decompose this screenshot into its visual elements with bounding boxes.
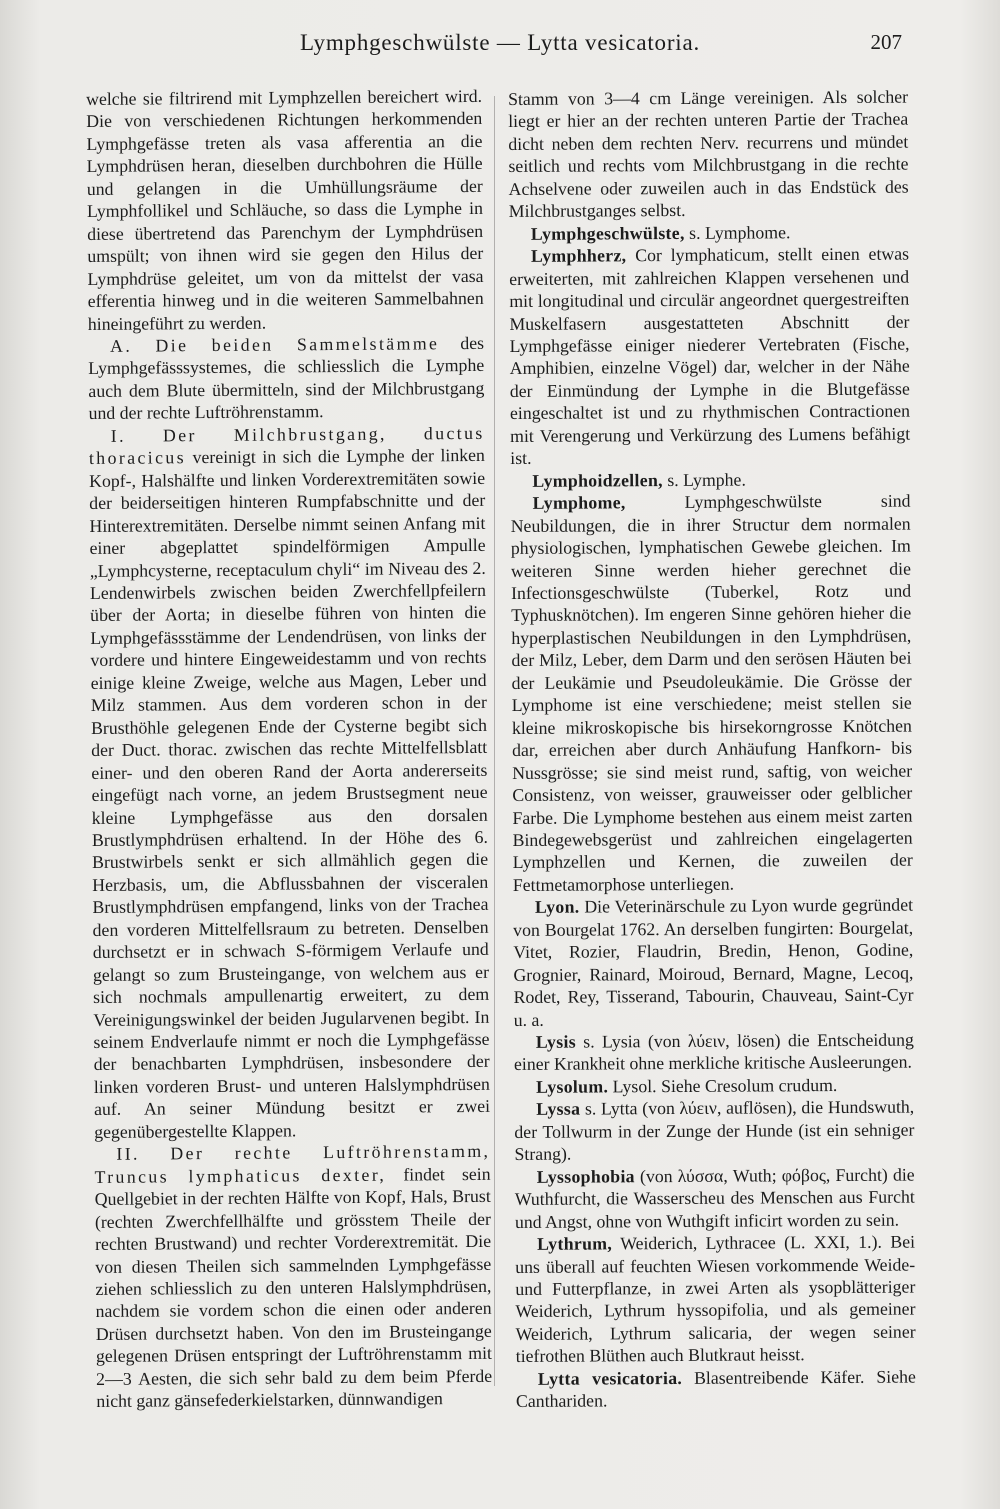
entry-headword: Lymphome, [532,492,626,514]
dictionary-entry [510,467,910,492]
paragraph [89,422,491,1144]
entry-text: (von λύσσα, Wuth; φόβος, Furcht) die Wuthfurcht, die Wasserscheu des Menschen aus Furcht und Angst, ohne von Wuthgift inficirt worden zu sein. [514,1164,915,1232]
entry-text: s. Lymphe. [662,469,746,490]
entry-headword: Lymphgeschwülste, [530,222,685,244]
paragraph-text: des Lymphgefässsystemes, die schliesslich die Lymphe auch dem Blute übermitteln, sind der Milchbrustgang und der rechte Luftröhrenstamm. [88,332,485,424]
spaced-heading: I. Der Milchbrustgang, ductus thoracicus [88,422,485,469]
running-title: Lymphgeschwülste — Lytta vesicatoria. [299,30,701,55]
paragraph-text: Stamm von 3—4 cm Länge vereinigen. Als solcher liegt er hier an der rechten unteren Partie der Trachea dicht neben dem rechten Nerv. recurrens und mündet seitlich und rechts vom Milchbrustgang in die rechte Achselvene oder zuweilen auch in das Endstück des Milchbrustganges selbst. [508,86,909,222]
entry-text: Blasentreibende Käfer. Siehe Canthariden. [515,1366,916,1412]
paragraph-text: welche sie filtrirend mit Lymphzellen bereichert wird. Die von verschiedenen Richtungen herkommenden Lymphgefässe treten als vasa afferentia an die Lymphdrüsen heran, dieselben durchbohren die Hülle und gelangen in die Umhüllungsräume der Lymphfollikel und Schläuche, so dass die Lymphe in diese übertretend das Parenchym der Lymphdrüsen umspült; von ihnen wird sie gegen den Hilus der Lymphdrüse geleitet, um von da mittelst der vasa efferentia hinweg und in die weiteren Sammelbahnen hineingeführt zu werden. [86,85,484,334]
dictionary-entry [509,243,910,470]
entry-headword: Lyssa [536,1098,581,1120]
entry-text: Cor lymphaticum, stellt einen etwas erweiterten, mit zahlreichen Klappen versehenen und mit longitudinal und circulär angeordnet quergestreiften Muskelfasern ausgestatteten Abschnitt der Lymphgefässe einiger niederer Vertebraten (Fische, Amphibien, einzelne Vögel) dar, welcher in der Nähe der Einmündung der Lymphe in die Blutgefässe eingeschaltet ist und zu rhythmischen Contractionen mit Verengerung und Verkürzung des Lumens befähigt ist. [509,243,911,469]
entry-text: Lymphgeschwülste sind Neubildungen, die in ihrer Structur dem normalen physiologischen, lymphatischen Gewebe gleichen. Im weiteren Sinne werden hieher gerechnet die Infectionsgeschwülste (Tuberkel, Rotz und Typhusknötchen). Im engeren Sinne gehören hieher die hyperplastischen Neubildungen in den Lymphdrüsen, der Milz, Leber, dem Darm und den serösen Häuten bei der Leukämie und Pseudoleukämie. Die Grösse der Lymphome ist eine verschiedene; meist stellen sie kleine mikroskopische bis hirsekorngrosse Knötchen dar, erreichen aber durch Anhäufung Hanfkorn- bis Nussgrösse; sie sind meist rund, saftig, von weicher Consistenz, von weisser, grauweisser oder gelblicher Farbe. Die Lymphome bestehen aus einem meist zarten Bindegewebsgerüst und zahlreichen eingelagerten Lymphzellen und Kernen, die zuweilen der Fettmetamorphose unterliegen. [510,490,913,895]
dictionary-entry [515,1163,915,1233]
left-column [86,85,492,1413]
entry-headword: Lymphherz, [530,245,627,267]
dictionary-entry [516,1365,916,1412]
entry-text: Weiderich, Lythracee (L. XXI, 1.). Bei uns überall auf feuchten Wiesen vorkommende Weide- und Futterpflanze, in zwei Arten als ysopblätteriger Weiderich, Lythrum hyssopifolia, und als gemeiner Weiderich, Lythrum salicaria, der wegen seiner tiefrothen Blüthen auch Blutkraut heisst. [515,1231,916,1367]
page-number: 207 [870,30,902,54]
paragraph-text: findet sein Quellgebiet in der rechten Hälfte von Kopf, Hals, Brust (rechten Zwerchfellhälfte und grösstem Theile der rechten Brustwand) und rechter Vorderextremität. Die von diesen Theilen sich sammelnden Lymphgefässe ziehen schliesslich zu den unteren Halslymphdrüsen, nachdem sie vordem schon die einen oder anderen Drüsen durchsetzt haben. Von den im Brusteingange gelegenen Drüsen entspringt der Luftröhrenstamm mit 2—3 Aesten, die sich sehr bald zu dem beim Pferde nicht ganz gänsefederkielstarken, dünnwandigen [94,1163,493,1412]
dictionary-entry [514,1096,914,1166]
entry-text: s. Lysia (von λύειν, lösen) die Entscheidung einer Krankheit ohne merkliche kritische Ausleerungen. [513,1029,914,1075]
paragraph-text: vereinigt in sich die Lymphe der linken Kopf-, Halshälfte und linken Vorderextremitäten sowie der beiderseitigen hinteren Rumpfabschnitte und der Hinterextremitäten. Derselbe nimmt seinen Anfang mit einer abgeplattet spindelförmigen Ampulle „Lymphcysterne, receptaculum chyli“ im Niveau des 2. Lendenwirbels zwischen beiden Zwerchfellpfeilern über der Aorta; in dieselbe führen von hinten die Lymphgefässstämme der Lendendrüsen, von links der vordere und hintere Eingeweidestamm und von rechts einige kleine Zweige, welche aus Magen, Leber und Milz stammen. Aus dem vorderen schon in der Brusthöhle gelegenen Ende der Cysterne begibt sich der Duct. thorac. zwischen das rechte Mittelfellsblatt einer- und den oberen Rand der Aorta andererseits eingefügt nach vorne, an jedem Brustsegment neue kleine Lymphgefässe aus den dorsalen Brustlymphdrüsen erhaltend. In der Höhe des 6. Brustwirbels senkt er sich allmählich gegen die Herzbasis, um, die Abflussbahnen der visceralen Brustlymphdrüsen empfangend, links von der Trachea den vorderen Mittelfellsraum zu betreten. Denselben durchsetzt er in schwach S-förmigem Verlaufe und gelangt so zum Brusteingange, von welchem aus er sich nochmals ampullenartig erweitert, zu dem Vereinigungswinkel der beiden Jugularvenen begibt. In seinem Endverlaufe nimmt er noch die Lymphgefässe der benachbarten Lymphdrüsen, insbesondere der linken vorderen Brust- und unteren Halslymphdrüsen auf. An seiner Mündung besitzt er zwei gegenübergestellte Klappen. [89,445,491,1142]
paragraph [86,85,484,335]
entry-text: Lysol. Siehe Cresolum crudum. [608,1074,838,1097]
spaced-heading: A. Die beiden Sammelstämme [109,333,440,356]
dictionary-entry [514,1029,914,1076]
entry-text: s. Lymphome. [684,221,791,243]
right-column [508,86,916,1413]
entry-text: s. Lytta (von λύειν, auflösen), die Hundswuth, der Tollwurm in der Zunge der Hunde (ist ein sehniger Strang). [514,1096,915,1165]
dictionary-entry [514,1073,914,1098]
page-header [0,30,1000,70]
entry-headword: Lythrum, [537,1233,613,1254]
spaced-heading: II. Der rechte Luftröhrenstamm, Truncus lymphaticus dexter, [94,1141,491,1187]
entry-headword: Lyon. [534,896,580,918]
entry-headword: Lyssophobia [536,1165,635,1187]
entry-headword: Lytta vesicatoria. [537,1367,683,1389]
paragraph [508,86,909,223]
dictionary-entry [510,490,912,897]
paragraph [94,1140,492,1413]
entry-text: Die Veterinärschule zu Lyon wurde gegründet von Bourgelat 1762. An derselben fungirten: Bourgelat, Vitet, Rozier, Flaudrin, Bredin, Henon, Godine, Grognier, Rainard, Moiroud, Bernard, Magne, Lecoq, Rodet, Rey, Tisserand, Tabourin, Chauveau, Saint-Cyr u. a. [513,894,914,1030]
dictionary-entry [513,894,914,1031]
dictionary-entry [515,1231,916,1368]
entry-headword: Lysis [535,1031,576,1052]
entry-headword: Lymphoidzellen, [532,469,663,491]
column-divider [494,96,495,1386]
entry-headword: Lysolum. [536,1076,609,1097]
paragraph [88,332,485,425]
dictionary-entry [509,220,909,245]
